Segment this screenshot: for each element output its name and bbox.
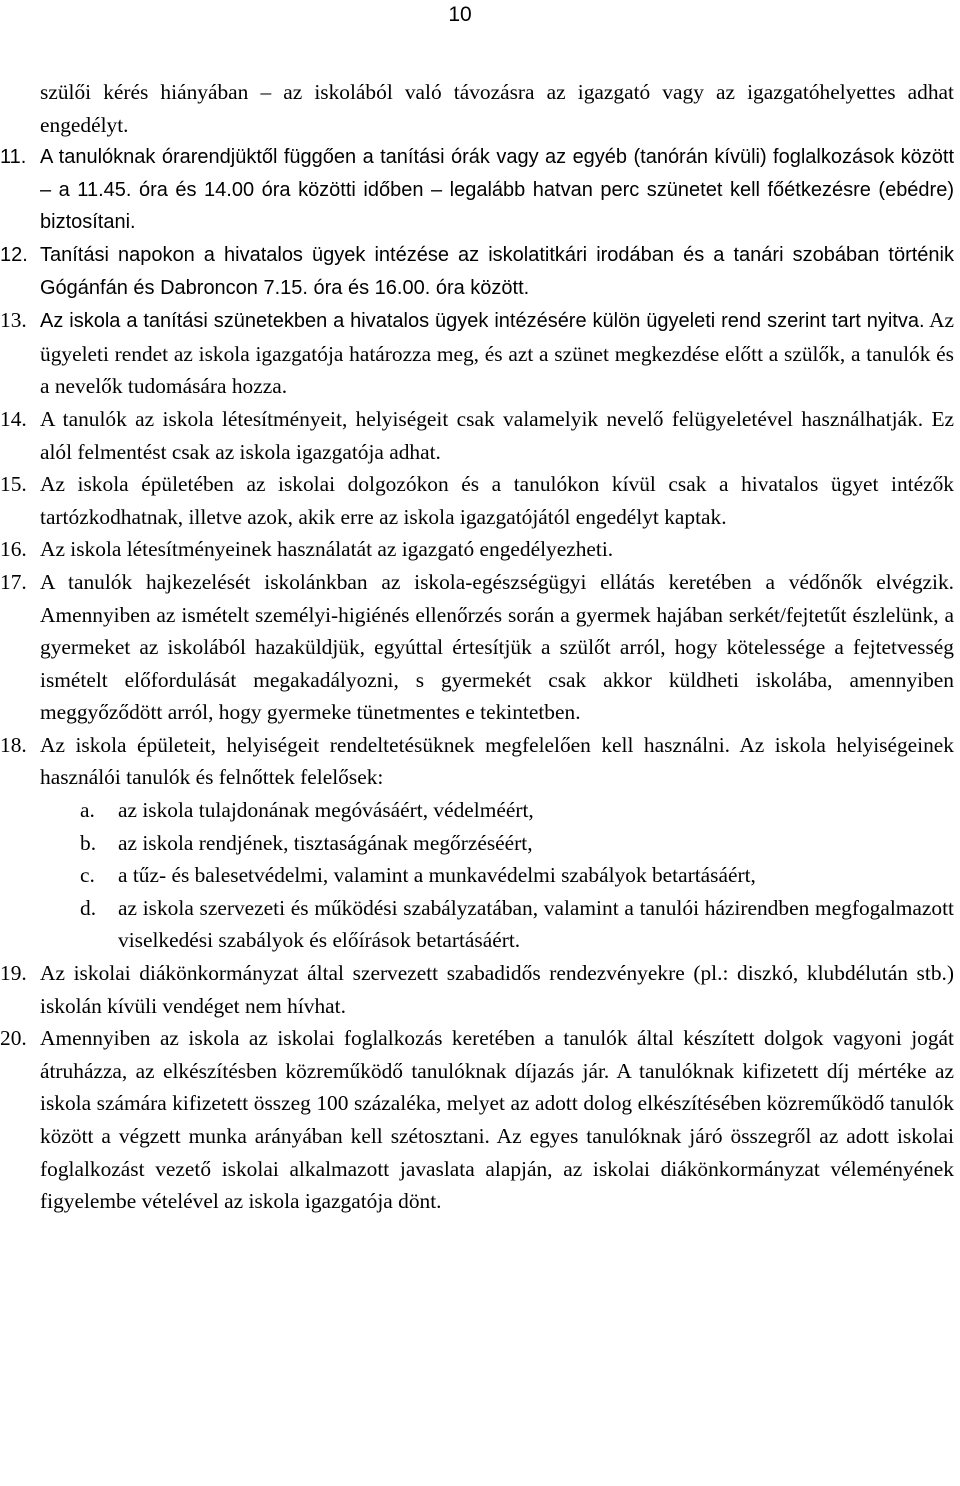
sub-item-text: az iskola szervezeti és működési szabályzatában, valamint a tanulói házirendben megfogalmazott viselkedési szabályok és előírások betartásáért. <box>118 895 954 953</box>
item-number: 11. <box>0 146 27 169</box>
item-number: 20. <box>0 1026 27 1051</box>
list-item-15 <box>0 468 954 533</box>
list-item-11 <box>0 141 954 239</box>
sub-item-letter: c. <box>80 863 95 888</box>
item-text: Az ügyeleti rendet az iskola igazgatója határozza meg, és azt a szünet megkezdése előtt a szülők, a tanulók és a nevelők tudomására hozza. <box>40 308 955 399</box>
list-item-14 <box>0 403 954 468</box>
sub-item-c <box>80 859 954 892</box>
sub-item-b <box>80 827 954 860</box>
item-text: Az iskola létesítményeinek használatát az igazgató engedélyezheti. <box>40 537 614 562</box>
item-number: 14. <box>0 406 27 431</box>
item-text: A tanulóknak órarendjüktől függően a tanítási órák vagy az egyéb (tanórán kívüli) foglalkozások között – a 11.45. óra és 14.00 óra közötti időben – legalább hatvan perc szünetet kell főétkezésre (ebédre) biztosítani. <box>40 146 954 234</box>
item-text: Az iskola épületeit, helyiségeit rendeltetésüknek megfelelően kell használni. Az iskola helyiségeinek használói tanulók és felnőttek felelősek: <box>40 732 954 790</box>
list-item-12 <box>0 239 954 304</box>
item-number: 17. <box>0 569 27 594</box>
item-text: Amennyiben az iskola az iskolai foglalkozás keretében a tanulók által készített dolgok vagyoni jogát átruházza, az elkészítésben közreműködő tanulóknak díjazás jár. A tanulóknak kifizetett díj mértéke az iskola számára kifizetett összeg 100 százaléka, melyet az adott dolog elkészítésében közreműködő tanulók között a végzett munka arányában kell szétosztani. Az egyes tanulóknak járó összegről az adott iskolai foglalkozást vezető iskolai alkalmazott javaslata alapján, az iskolai diákönkormányzat véleményének figyelembe vételével az iskola igazgatója dönt. <box>40 1026 954 1214</box>
sub-item-text: az iskola tulajdonának megóvásáért, védelméért, <box>118 798 534 823</box>
sub-item-letter: d. <box>80 895 97 920</box>
sub-item-a <box>80 794 954 827</box>
item-number: 13. <box>0 308 27 333</box>
item-text: Az iskola épületében az iskolai dolgozókon és a tanulókon kívül csak a hivatalos ügyet intézők tartózkodhatnak, illetve azok, akik erre az iskola igazgatójától engedélyt kaptak. <box>40 472 954 529</box>
sub-item-d <box>80 892 954 957</box>
intro-paragraph: szülői kérés hiányában – az iskolából való távozásra az igazgató vagy az igazgatóhelyettes adhat engedélyt. <box>40 80 954 137</box>
list-item-19 <box>0 957 954 1022</box>
item-number: 19. <box>0 961 27 986</box>
item-number: 18. <box>0 732 27 757</box>
item-text: Tanítási napokon a hivatalos ügyek intézése az iskolatitkári irodában és a tanári szobában történik Gógánfán és Dabroncon 7.15. óra és 16.00. óra között. <box>40 243 954 299</box>
item-text: A tanulók hajkezelését iskolánkban az iskola-egészségügyi ellátás keretében a védőnők elvégzik. Amennyiben az ismételt személyi-higiénés ellenőrzés során a gyermek hajában serkét/fejtetűt észlelünk, a gyermeket az iskolából hazaküldjük, egyúttal értesítjük a szülőt arról, hogy kötelessége a fejtetvesség ismételt előfordulását megakadályozni, s gyermekét csak akkor küldheti iskolába, amennyiben meggyőződött arról, hogy gyermeke tünetmentes e tekintetben. <box>40 569 954 725</box>
sub-item-text: az iskola rendjének, tisztaságának megőrzéséért, <box>118 830 533 855</box>
list-item-13 <box>0 304 955 403</box>
list-item-16 <box>0 533 954 566</box>
sub-item-text: a tűz- és balesetvédelmi, valamint a munkavédelmi szabályok betartásáért, <box>118 863 756 888</box>
item-text-sans: Az iskola a tanítási szünetekben a hivatalos ügyek intézésére külön ügyeleti rend szerint tart nyitva. <box>40 310 925 333</box>
list-item-17 <box>0 566 954 729</box>
item-number: 16. <box>0 537 27 562</box>
list-item-20 <box>0 1022 954 1218</box>
list-item-18 <box>0 729 954 794</box>
document-body <box>0 76 955 1218</box>
sub-item-letter: b. <box>80 830 97 855</box>
page-number: 10 <box>448 3 472 26</box>
item-text: Az iskolai diákönkormányzat által szervezett szabadidős rendezvényekre (pl.: diszkó, klubdélután stb.) iskolán kívüli vendéget nem hívhat. <box>40 961 954 1018</box>
item-text: A tanulók az iskola létesítményeit, helyiségeit csak valamelyik nevelő felügyeletével használhatják. Ez alól felmentést csak az iskola igazgatója adhat. <box>40 406 954 464</box>
sub-item-letter: a. <box>80 798 95 823</box>
item-number: 12. <box>0 243 28 266</box>
item-number: 15. <box>0 472 27 497</box>
